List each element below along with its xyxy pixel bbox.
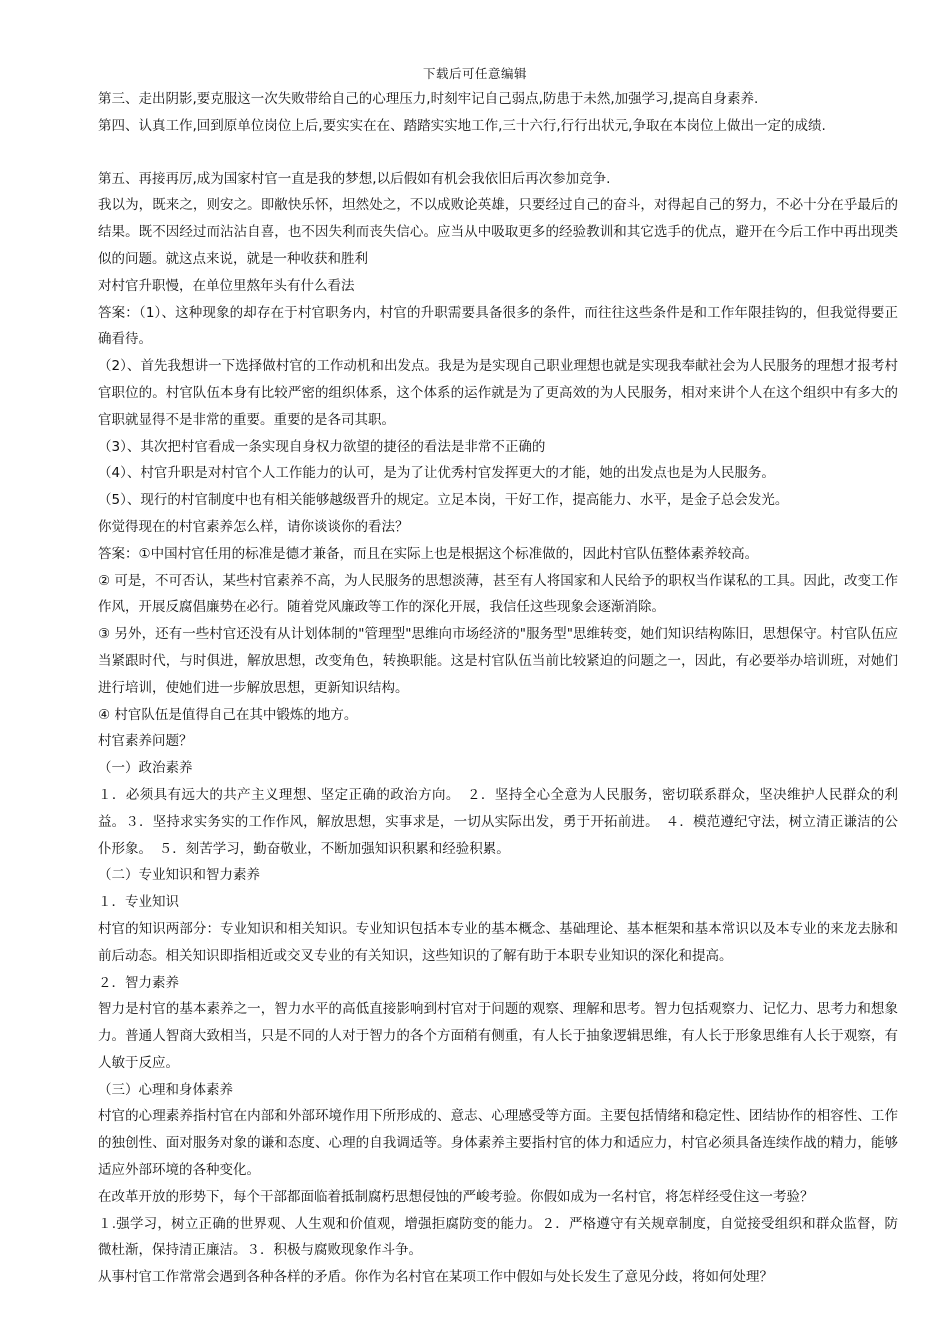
- section-heading: （三）心理和身体素养: [98, 1081, 233, 1098]
- answer-paragraph: 答案：①中国村官任用的标准是德才兼备，而且在实际上也是根据这个标准做的，因此村官队伍整体素养较高。: [98, 545, 759, 562]
- subsection-heading: １．专业知识: [98, 894, 179, 911]
- answer-paragraph: ④ 村官队伍是值得自己在其中锻炼的地方。: [98, 706, 358, 723]
- paragraph: 村官的心理素养指村官在内部和外部环境作用下所形成的、意志、心理感受等方面。主要包括情绪和稳定性、团结协作的相容性、工作的独创性、面对服务对象的谦和态度、心理的自我调适等。身体素养主要指村官的体力和适应力，村官必须具备连续作战的精力，能够适应外部环境的各种变化。: [98, 1108, 898, 1179]
- question-heading: 在改革开放的形势下，每个干部都面临着抵制腐朽思想侵蚀的严峻考验。你假如成为一名村官，将怎样经受住这一考验？: [98, 1188, 814, 1205]
- paragraph: 第五、再接再厉,成为国家村官一直是我的梦想,以后假如有机会我依旧后再次参加竞争.: [98, 170, 611, 187]
- question-heading: 从事村官工作常常会遇到各种各样的矛盾。你作为名村官在某项工作中假如与处长发生了意见分歧，将如何处理？: [98, 1269, 773, 1286]
- answer-paragraph: （3）、其次把村官看成一条实现自身权力欲望的捷径的看法是非常不正确的: [98, 438, 546, 455]
- paragraph: 第四、认真工作,回到原单位岗位上后,要实实在在、踏踏实实地工作,三十六行,行行出状元,争取在本岗位上做出一定的成绩.: [98, 117, 826, 134]
- page-header: 下载后可任意编辑: [422, 66, 527, 81]
- subsection-heading: ２．智力素养: [98, 974, 179, 991]
- answer-paragraph: ② 可是，不可否认，某些村官素养不高，为人民服务的思想淡薄，甚至有人将国家和人民给予的职权当作谋私的工具。因此，改变工作作风，开展反腐倡廉势在必行。随着党风廉政等工作的深化开展，我信任这些现象会逐渐消除。: [98, 572, 898, 616]
- paragraph: 村官的知识两部分：专业知识和相关知识。专业知识包括本专业的基本概念、基础理论、基本框架和基本常识以及本专业的来龙去脉和前后动态。相关知识即指相近或交叉专业的有关知识，这些知识的了解有助于本职专业知识的深化和提高。: [98, 920, 898, 964]
- section-heading: （一）政治素养: [98, 760, 193, 777]
- section-heading: （二）专业知识和智力素养: [98, 867, 260, 884]
- paragraph: 我以为，既来之，则安之。即敝快乐怀，坦然处之，不以成败论英雄，只要经过自己的奋斗，对得起自己的努力，不必十分在乎最后的结果。既不因经过而沾沾自喜，也不因失利而丧失信心。应当从中吸取更多的经验教训和其它选手的优点，避开在今后工作中再出现类似的问题。就这点来说，就是一种收获和胜利: [98, 197, 898, 267]
- answer-paragraph: （2）、首先我想讲一下选择做村官的工作动机和出发点。我是为是实现自己职业理想也就是实现我奉献社会为人民服务的理想才报考村官职位的。村官队伍本身有比较严密的组织体系，这个体系的运作就是为了更高效的为人民服务，相对来讲个人在这个组织中有多大的官职就显得不是非常的重要。重要的是各司其职。: [98, 358, 898, 428]
- blank-line: [98, 140, 898, 166]
- answer-paragraph: 答案：（1）、这种现象的却存在于村官职务内，村官的升职需要具备很多的条件，而往往这些条件是和工作年限挂钩的，但我觉得要正确看待。: [98, 304, 898, 348]
- question-heading: 对村官升职慢，在单位里熬年头有什么看法: [98, 277, 355, 294]
- answer-paragraph: ③ 另外，还有一些村官还没有从计划体制的"管理型"思维向市场经济的"服务型"思维转变，她们知识结构陈旧，思想保守。村官队伍应当紧跟时代，与时俱进，解放思想，改变角色，转换职能。这是村官队伍当前比较紧迫的问题之一，因此，有必要举办培训班，对她们进行培训，使她们进一步解放思想，更新知识结构。: [98, 626, 898, 696]
- question-heading: 村官素养问题？: [98, 733, 193, 750]
- answer-paragraph: （5）、现行的村官制度中也有相关能够越级晋升的规定。立足本岗，干好工作，提高能力、水平，是金子总会发光。: [98, 492, 789, 509]
- document-body: [98, 86, 898, 1291]
- question-heading: 你觉得现在的村官素养怎么样，请你谈谈你的看法？: [98, 518, 409, 535]
- paragraph: 第三、走出阴影,要克服这一次失败带给自己的心理压力,时刻牢记自己弱点,防患于未然,加强学习,提高自身素养.: [98, 91, 759, 107]
- paragraph: １．必须具有远大的共产主义理想、坚定正确的政治方向。 ２．坚持全心全意为人民服务，密切联系群众，坚决维护人民群众的利益。３．坚持求实务实的工作作风，解放思想，实事求是，一切从实际出发，勇于开拓前进。 ４．模范遵纪守法，树立清正谦洁的公仆形象。 ５．刻苦学习，勤奋敬业，不断加强知识积累和经验积累。: [98, 786, 898, 857]
- answer-paragraph: １.强学习，树立正确的世界观、人生观和价值观，增强拒腐防变的能力。２．严格遵守有关规章制度，自觉接受组织和群众监督，防微杜渐，保持清正廉洁。３．积极与腐败现象作斗争。: [98, 1215, 898, 1259]
- paragraph: 智力是村官的基本素养之一，智力水平的高低直接影响到村官对于问题的观察、理解和思考。智力包括观察力、记忆力、思考力和想象力。普通人智商大致相当，只是不同的人对于智力的各个方面稍有侧重，有人长于抽象逻辑思维，有人长于形象思维有人长于观察，有人敏于反应。: [98, 1001, 898, 1071]
- answer-paragraph: （4）、村官升职是对村官个人工作能力的认可，是为了让优秀村官发挥更大的才能，她的出发点也是为人民服务。: [98, 465, 775, 482]
